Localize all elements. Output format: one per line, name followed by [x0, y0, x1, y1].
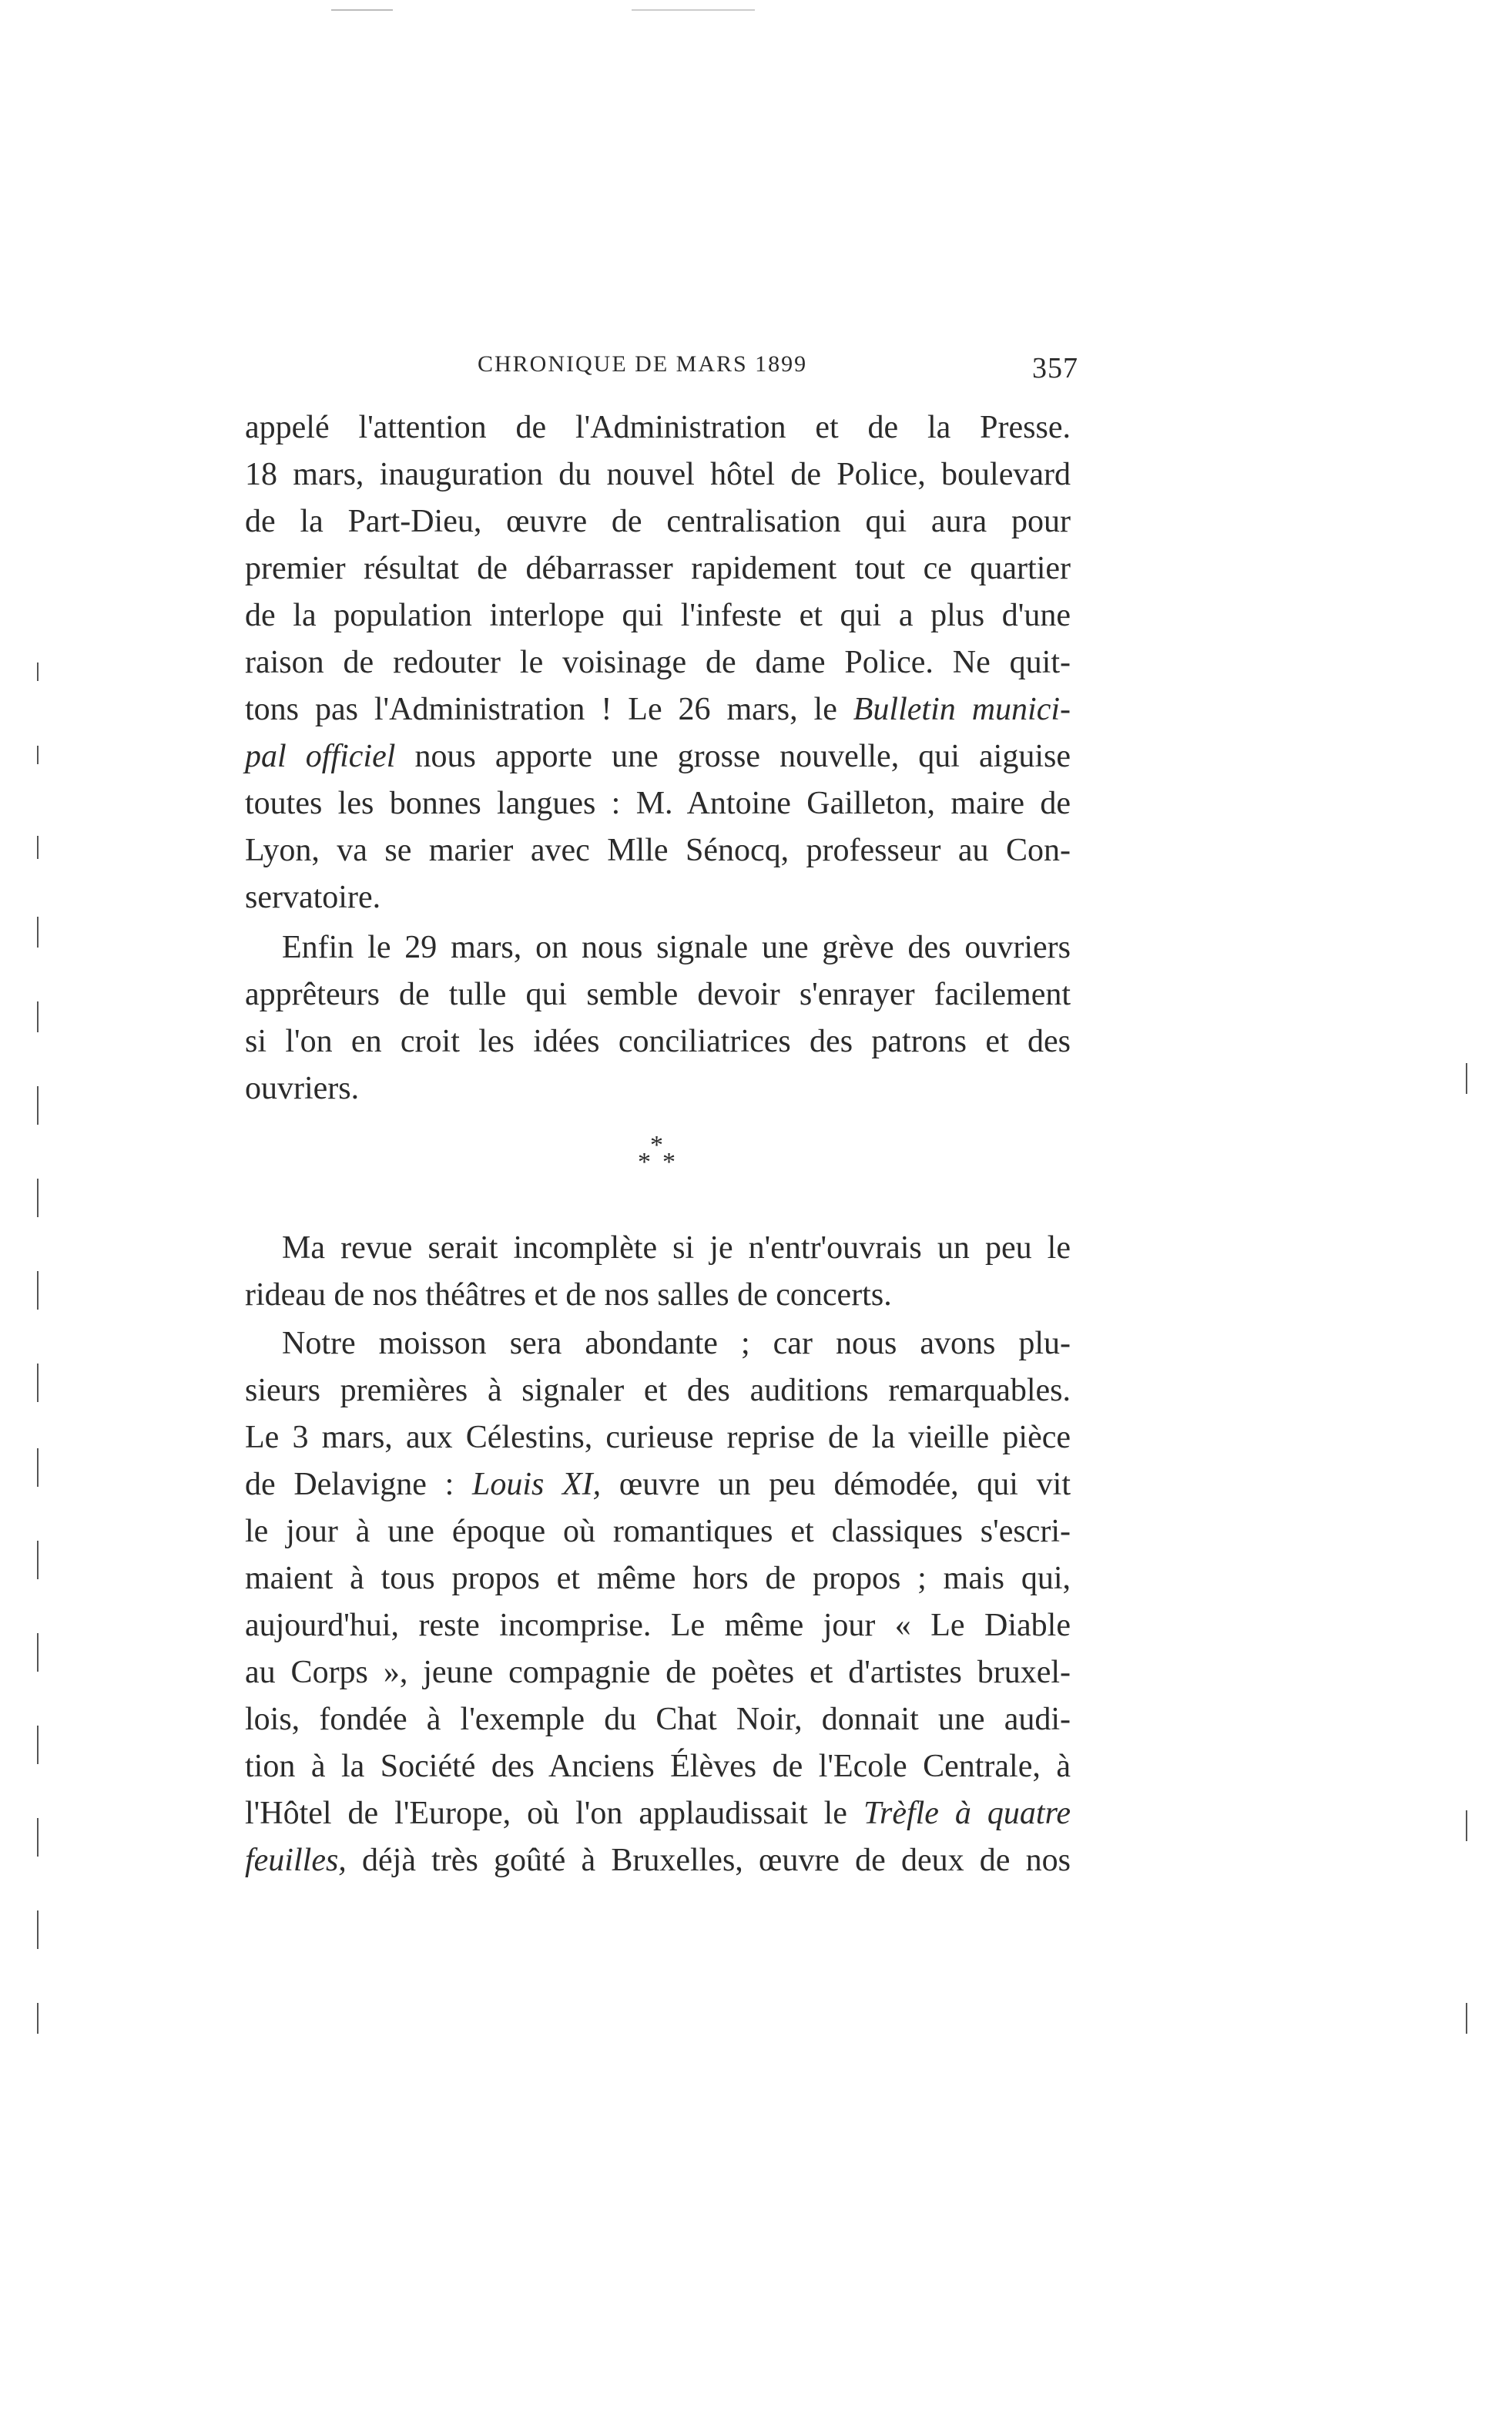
- scan-mark: [37, 1364, 39, 1402]
- scan-mark: [37, 836, 39, 859]
- text-line: maient à tous propos et même hors de propos ; mais qui,: [245, 1561, 1071, 1596]
- text-line: [245, 686, 1071, 733]
- running-title: CHRONIQUE DE MARS 1899: [478, 351, 808, 377]
- text-line: Le 3 mars, aux Célestins, curieuse reprise de la vieille pièce: [245, 1420, 1071, 1455]
- scan-mark: [37, 1726, 39, 1764]
- text-line: ouvriers.: [245, 1071, 360, 1106]
- text-line: de la population interlope qui l'infeste et qui a plus d'une: [245, 598, 1071, 633]
- text-line: Ma revue serait incomplète si je n'entr'ouvrais un peu le: [282, 1230, 1071, 1266]
- scan-mark: [37, 663, 39, 681]
- italic-title: feuilles,: [245, 1843, 347, 1878]
- text-line: tion à la Société des Anciens Élèves de l'Ecole Centrale, à: [245, 1749, 1071, 1784]
- text-line: le jour à une époque où romantiques et classiques s'escri-: [245, 1514, 1071, 1549]
- paragraph: [245, 1320, 1071, 1884]
- paragraph: [245, 404, 1071, 921]
- scan-mark: [37, 1271, 39, 1310]
- body-text: [245, 404, 1071, 1884]
- text-run: de Delavigne :: [245, 1467, 472, 1502]
- text-line: toutes les bonnes langues : M. Antoine Gailleton, maire de: [245, 786, 1071, 821]
- text-line: servatoire.: [245, 880, 381, 915]
- text-run: œuvre un peu démodée, qui vit: [601, 1467, 1071, 1502]
- text-run: nous apporte une grosse nouvelle, qui aiguise: [395, 739, 1071, 774]
- scan-mark: [37, 917, 39, 948]
- paragraph: [245, 924, 1071, 1112]
- scan-mark: [1466, 2003, 1467, 2034]
- italic-title: Louis XI,: [471, 1467, 602, 1502]
- scan-mark: [632, 9, 755, 11]
- text-line: si l'on en croit les idées conciliatrices des patrons et des: [245, 1024, 1071, 1059]
- scan-mark: [37, 2003, 39, 2034]
- scan-mark: [37, 1086, 39, 1125]
- scan-mark: [37, 1818, 39, 1857]
- scan-mark: [37, 1633, 39, 1672]
- text-run: tons pas l'Administration ! Le 26 mars, le: [245, 692, 853, 727]
- text-run: l'Hôtel de l'Europe, où l'on applaudissait le: [245, 1796, 863, 1831]
- text-line: apprêteurs de tulle qui semble devoir s'enrayer facilement: [245, 977, 1071, 1012]
- text-line: appelé l'attention de l'Administration et de la Presse.: [245, 410, 1071, 445]
- text-line: de la Part-Dieu, œuvre de centralisation qui aura pour: [245, 504, 1071, 539]
- scan-mark: [37, 1910, 39, 1949]
- text-line: sieurs premières à signaler et des auditions remarquables.: [245, 1373, 1071, 1408]
- asterism-star: *: [638, 1148, 651, 1176]
- scan-mark: [37, 746, 39, 764]
- text-line: [245, 1461, 1071, 1508]
- scan-mark: [37, 1001, 39, 1032]
- scan-mark: [331, 9, 393, 11]
- text-line: lois, fondée à l'exemple du Chat Noir, donnait une audi-: [245, 1702, 1071, 1737]
- scan-mark: [37, 1448, 39, 1487]
- italic-title: Trèfle à quatre: [863, 1796, 1071, 1831]
- text-line: au Corps », jeune compagnie de poètes et d'artistes bruxel-: [245, 1655, 1071, 1690]
- section-break-asterism: [245, 1115, 1071, 1225]
- scan-mark: [37, 1179, 39, 1217]
- text-line: [245, 1790, 1071, 1837]
- scan-mark: [1466, 1810, 1467, 1841]
- text-line: raison de redouter le voisinage de dame Police. Ne quit-: [245, 645, 1071, 680]
- text-line: [245, 1837, 1071, 1884]
- text-line: aujourd'hui, reste incomprise. Le même jour « Le Diable: [245, 1608, 1071, 1643]
- italic-title: pal officiel: [245, 739, 396, 774]
- page-number: 357: [1032, 352, 1078, 384]
- text-run: déjà très goûté à Bruxelles, œuvre de deux de nos: [346, 1843, 1071, 1878]
- paragraph: [245, 1225, 1071, 1319]
- text-line: premier résultat de débarrasser rapidement tout ce quartier: [245, 551, 1071, 586]
- asterism-star: *: [650, 1131, 663, 1159]
- text-line: Enfin le 29 mars, on nous signale une grève des ouvriers: [282, 930, 1071, 965]
- running-head: [246, 351, 1078, 390]
- italic-title: Bulletin munici-: [853, 692, 1071, 727]
- text-line: [245, 733, 1071, 780]
- asterism-star: *: [662, 1148, 676, 1176]
- text-line: rideau de nos théâtres et de nos salles de concerts.: [245, 1277, 892, 1313]
- text-line: Lyon, va se marier avec Mlle Sénocq, professeur au Con-: [245, 833, 1071, 868]
- scan-mark: [37, 1541, 39, 1579]
- text-line: 18 mars, inauguration du nouvel hôtel de Police, boulevard: [245, 457, 1071, 492]
- scan-mark: [1466, 1063, 1467, 1094]
- text-line: Notre moisson sera abondante ; car nous avons plu-: [282, 1326, 1071, 1361]
